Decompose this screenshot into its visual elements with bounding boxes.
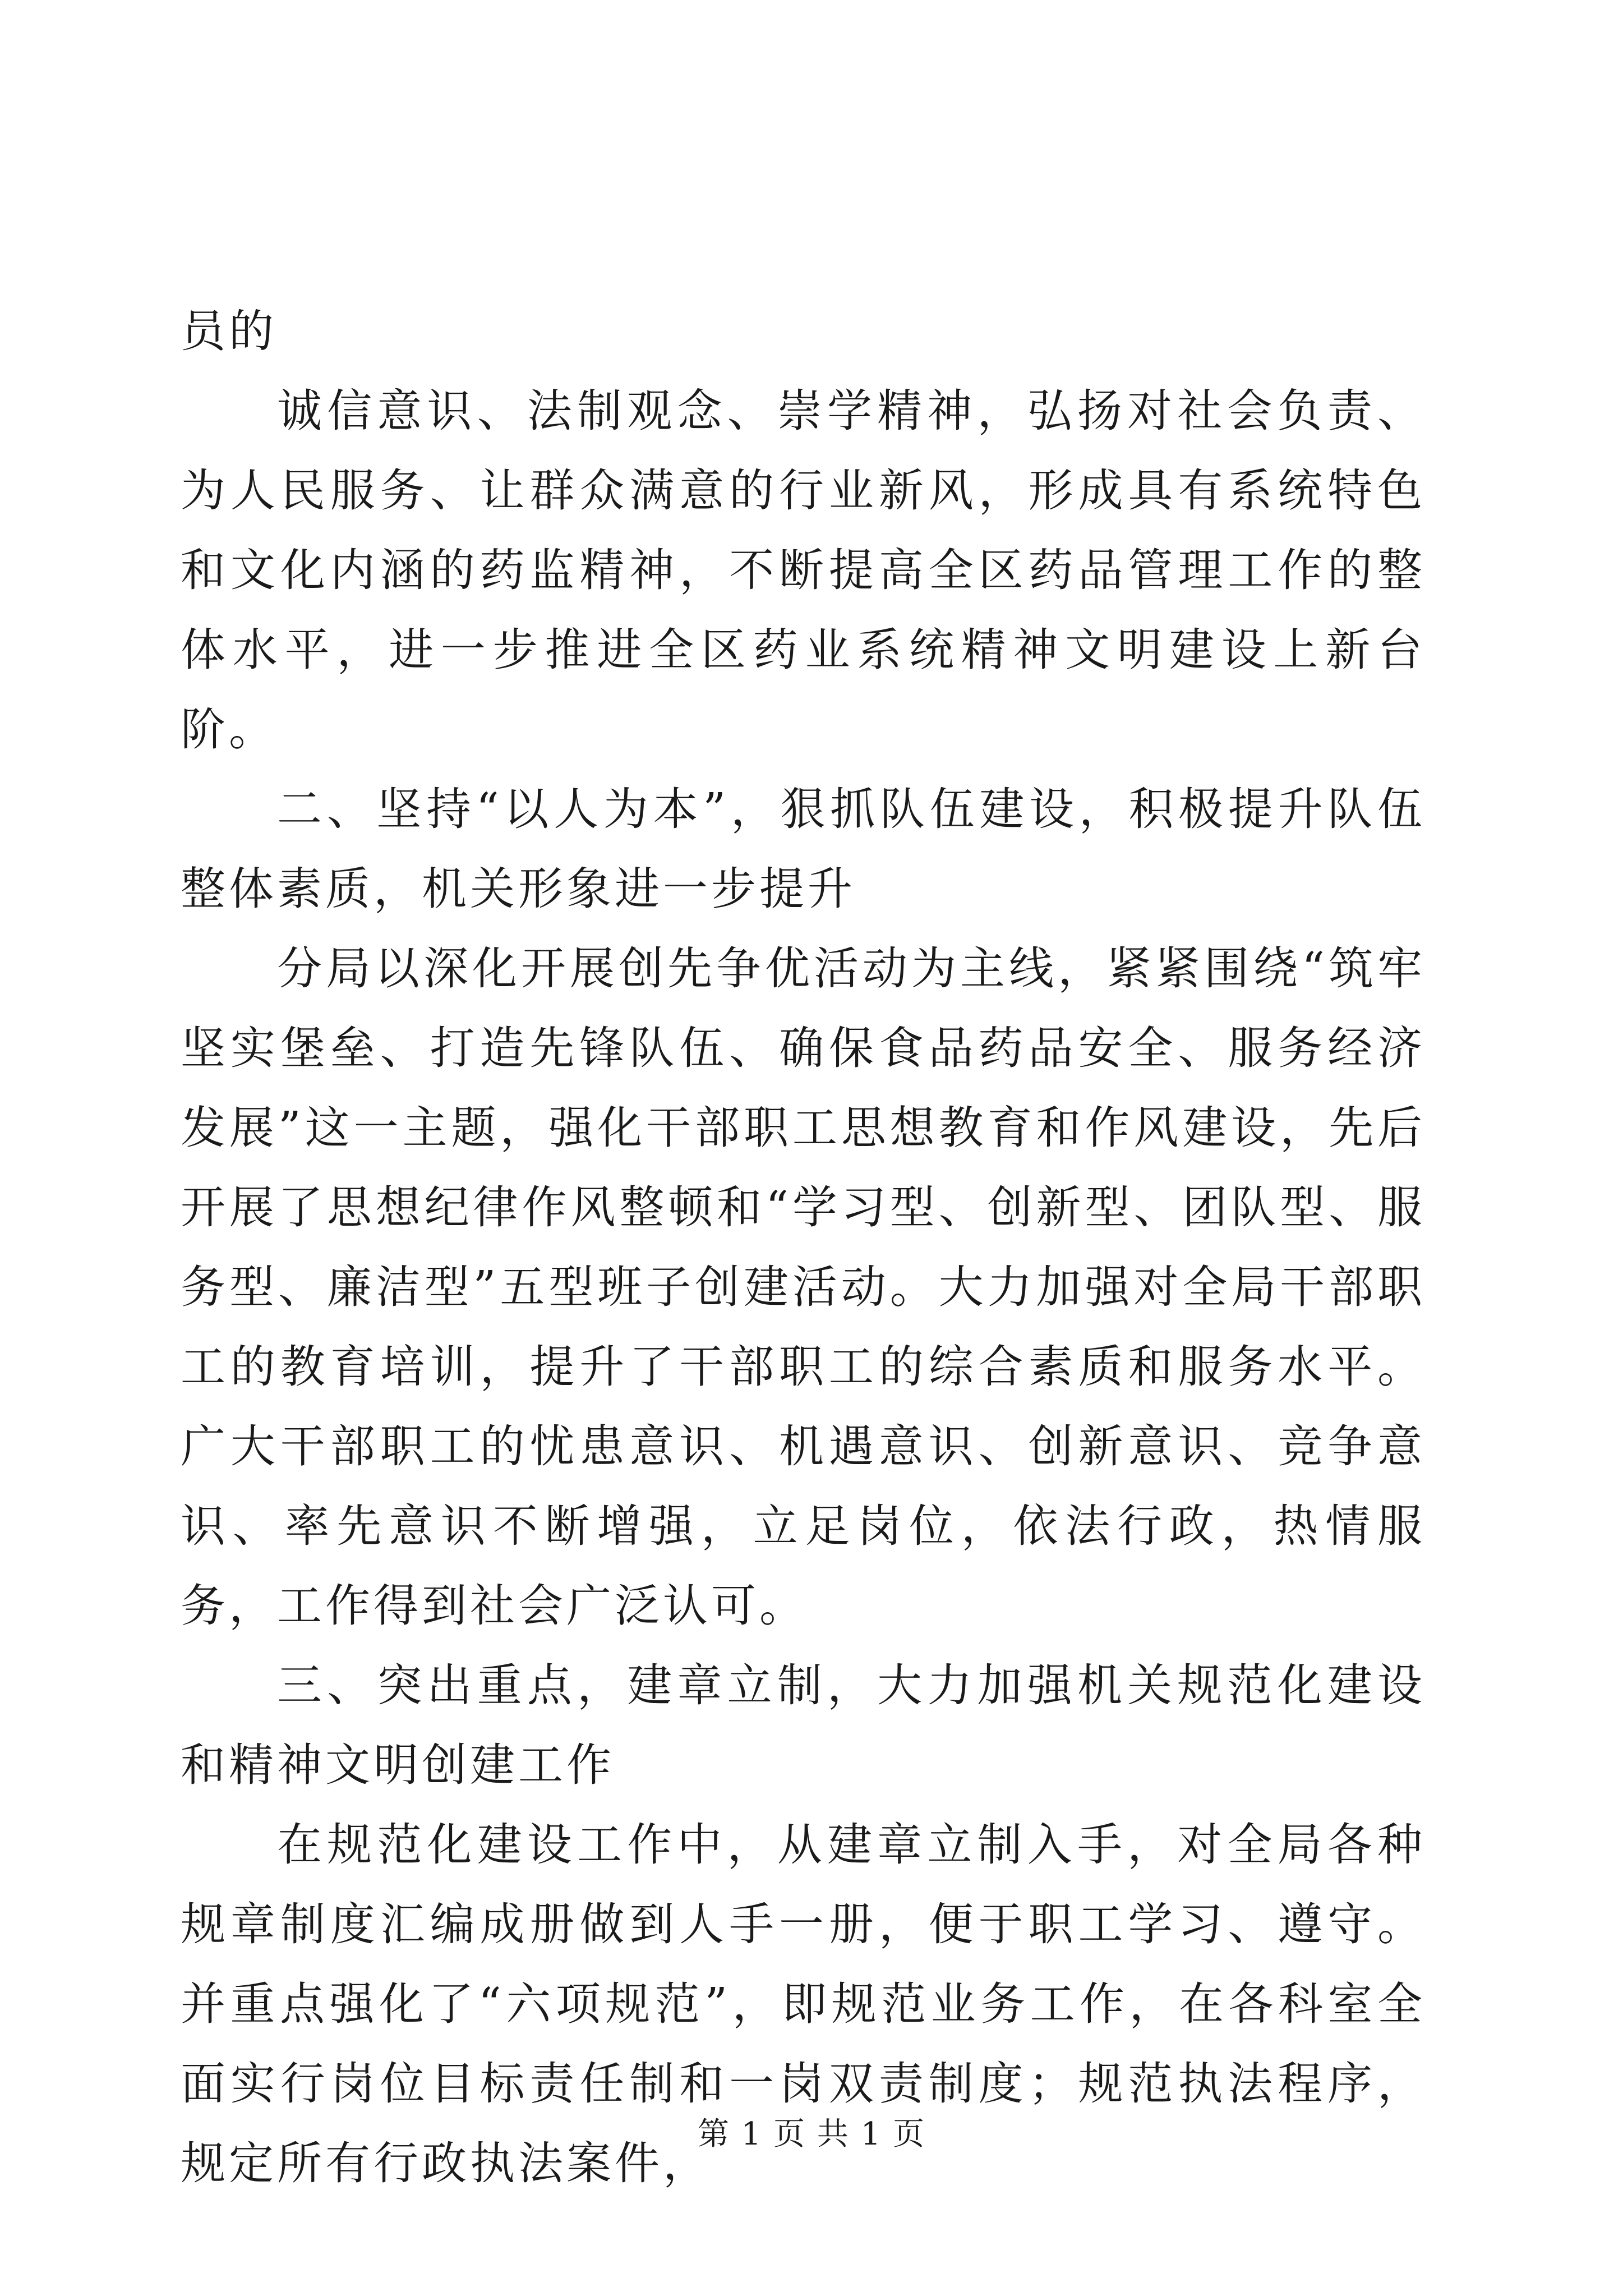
paragraph-1: 员的 xyxy=(181,305,277,357)
paragraph-4: 在规范化建设工作中，从建章立制入手，对全局各种规章制度汇编成册做到人手一册，便于职工学习、遵守。并重点强化了“六项规范”，即规范业务工作，在各科室全面实行岗位目标责任制和一岗双责制度；规范执法程序，规定所有行政执法案件， xyxy=(181,1819,1426,2189)
section-heading-3: 三、突出重点，建章立制，大力加强机关规范化建设和精神文明创建工作 xyxy=(181,1659,1426,1791)
document-body xyxy=(181,292,1426,2203)
paragraph-3: 分局以深化开展创先争优活动为主线，紧紧围绕“筑牢坚实堡垒、打造先锋队伍、确保食品药品安全、服务经济发展”这一主题，强化干部职工思想教育和作风建设，先后开展了思想纪律作风整顿和“学习型、创新型、团队型、服务型、廉洁型”五型班子创建活动。大力加强对全局干部职工的教育培训，提升了干部职工的综合素质和服务水平。广大干部职工的忧患意识、机遇意识、创新意识、竞争意识、率先意识不断增强，立足岗位，依法行政，热情服务，工作得到社会广泛认可。 xyxy=(181,942,1426,1632)
page-number-footer: 第 1 页 共 1 页 xyxy=(697,2116,926,2152)
paragraph-2: 诚信意识、法制观念、崇学精神，弘扬对社会负责、为人民服务、让群众满意的行业新风，形成具有系统特色和文化内涵的药监精神，不断提高全区药品管理工作的整体水平，进一步推进全区药业系统精神文明建设上新台阶。 xyxy=(181,385,1426,756)
section-heading-2: 二、坚持“以人为本”，狠抓队伍建设，积极提升队伍整体素质，机关形象进一步提升 xyxy=(181,783,1426,915)
